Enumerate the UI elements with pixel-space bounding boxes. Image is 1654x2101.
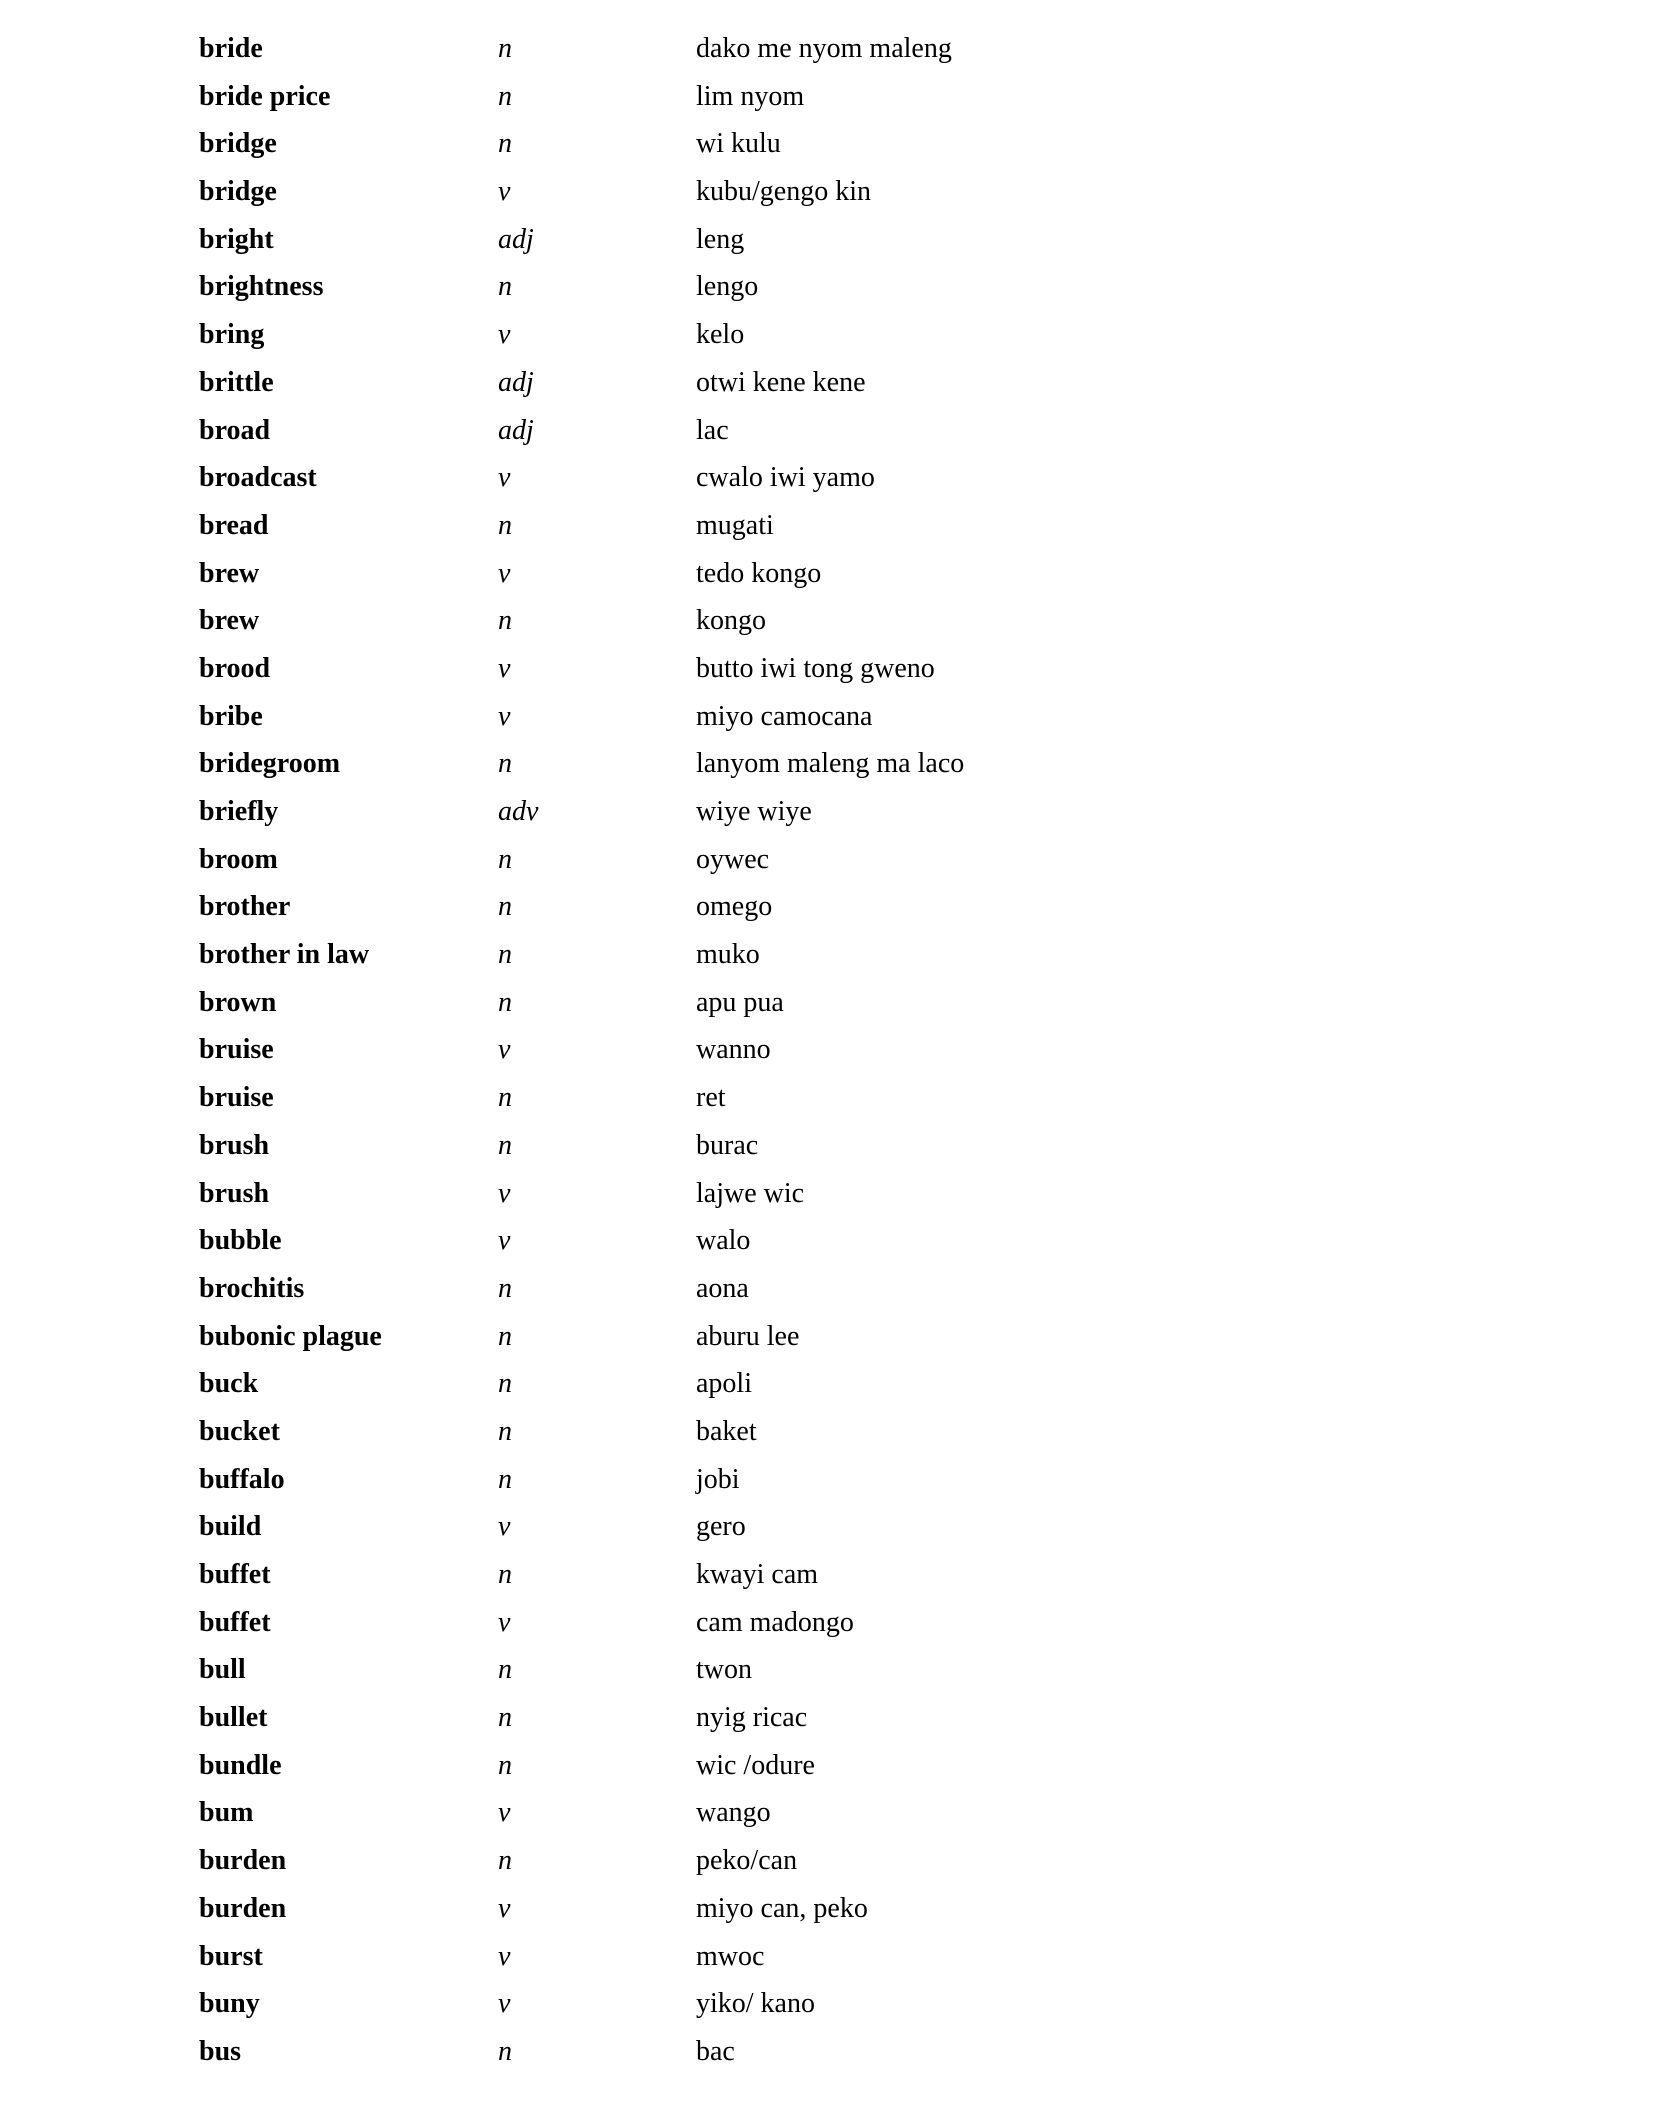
dictionary-entry <box>0 793 1654 841</box>
dictionary-term: brightness <box>199 271 324 303</box>
part-of-speech: n <box>498 1654 512 1686</box>
translation: otwi kene kene <box>696 366 866 398</box>
dictionary-term: brochitis <box>199 1272 305 1304</box>
part-of-speech: n <box>498 128 512 160</box>
translation: kongo <box>696 605 766 637</box>
part-of-speech: v <box>498 1892 511 1924</box>
translation: nyig ricac <box>696 1702 808 1734</box>
part-of-speech: n <box>498 1129 512 1161</box>
dictionary-entry <box>0 602 1654 650</box>
dictionary-term: brood <box>199 652 271 684</box>
part-of-speech: v <box>498 319 511 351</box>
dictionary-entry <box>0 1508 1654 1556</box>
dictionary-entry <box>0 936 1654 984</box>
dictionary-entry <box>0 1127 1654 1175</box>
dictionary-entry <box>0 984 1654 1032</box>
part-of-speech: v <box>498 1511 511 1543</box>
translation: apoli <box>696 1368 752 1400</box>
dictionary-entry <box>0 316 1654 364</box>
dictionary-term: brew <box>199 605 260 637</box>
dictionary-entry <box>0 268 1654 316</box>
translation: burac <box>696 1129 759 1161</box>
translation: aona <box>696 1272 749 1304</box>
translation: miyo camocana <box>696 700 873 732</box>
part-of-speech: n <box>498 1702 512 1734</box>
part-of-speech: n <box>498 1368 512 1400</box>
dictionary-term: bridge <box>199 128 277 160</box>
translation: wango <box>696 1797 771 1829</box>
dictionary-term: brush <box>199 1177 270 1209</box>
dictionary-term: bribe <box>199 700 263 732</box>
translation: leng <box>696 223 745 255</box>
dictionary-term: bride <box>199 33 263 64</box>
part-of-speech: n <box>498 986 512 1018</box>
dictionary-term: bus <box>199 2035 242 2067</box>
part-of-speech: v <box>498 1940 511 1972</box>
part-of-speech: v <box>498 652 511 684</box>
dictionary-term: bruise <box>199 1034 274 1066</box>
dictionary-entry <box>0 173 1654 221</box>
dictionary-entry <box>0 1079 1654 1127</box>
part-of-speech: v <box>498 1606 511 1638</box>
translation: kubu/gengo kin <box>696 176 871 208</box>
dictionary-term: broad <box>199 414 271 446</box>
dictionary-term: bubble <box>199 1225 282 1257</box>
part-of-speech: n <box>498 80 512 112</box>
part-of-speech: n <box>498 509 512 541</box>
part-of-speech: n <box>498 939 512 971</box>
dictionary-term: brittle <box>199 366 274 398</box>
translation: apu pua <box>696 986 784 1018</box>
dictionary-entry <box>0 555 1654 603</box>
translation: walo <box>696 1225 751 1257</box>
part-of-speech: adv <box>498 796 539 827</box>
part-of-speech: v <box>498 1034 511 1066</box>
dictionary-entry <box>0 1270 1654 1318</box>
dictionary-entry <box>0 841 1654 889</box>
dictionary-term: bring <box>199 319 265 351</box>
part-of-speech: n <box>498 1320 512 1352</box>
part-of-speech: v <box>498 700 511 732</box>
dictionary-entry <box>0 1031 1654 1079</box>
translation: wi kulu <box>696 128 781 160</box>
dictionary-term: brush <box>199 1129 270 1161</box>
translation: bac <box>696 2035 735 2067</box>
part-of-speech: n <box>498 1559 512 1590</box>
translation: mugati <box>696 509 774 541</box>
dictionary-entry <box>0 1222 1654 1270</box>
dictionary-term: buny <box>199 1988 260 2020</box>
dictionary-entry <box>0 1461 1654 1509</box>
part-of-speech: v <box>498 1988 511 2020</box>
dictionary-entry <box>0 698 1654 746</box>
dictionary-term: bruise <box>199 1082 274 1114</box>
part-of-speech: adj <box>498 223 534 255</box>
dictionary-entry <box>0 1890 1654 1938</box>
dictionary-term: buffet <box>199 1559 271 1590</box>
translation: butto iwi tong gweno <box>696 652 935 684</box>
dictionary-term: bull <box>199 1654 246 1686</box>
translation: peko/can <box>696 1845 798 1877</box>
part-of-speech: v <box>498 557 511 589</box>
translation: gero <box>696 1511 746 1543</box>
part-of-speech: adj <box>498 366 534 398</box>
dictionary-term: buffalo <box>199 1463 285 1495</box>
translation: dako me nyom maleng <box>696 33 952 64</box>
translation: mwoc <box>696 1940 765 1972</box>
translation: omego <box>696 891 773 923</box>
translation: lengo <box>696 271 759 303</box>
dictionary-term: bridge <box>199 176 277 208</box>
dictionary-term: buffet <box>199 1606 271 1638</box>
dictionary-entry <box>0 412 1654 460</box>
dictionary-entry <box>0 1699 1654 1747</box>
translation: kelo <box>696 319 745 351</box>
dictionary-term: bundle <box>199 1749 282 1781</box>
part-of-speech: n <box>498 1463 512 1495</box>
translation: wic /odure <box>696 1749 815 1781</box>
dictionary-term: build <box>199 1511 262 1543</box>
dictionary-entry <box>0 30 1654 78</box>
dictionary-term: brother <box>199 891 291 923</box>
dictionary-term: bullet <box>199 1702 268 1734</box>
part-of-speech: v <box>498 1797 511 1829</box>
dictionary-term: bright <box>199 223 274 255</box>
dictionary-entry <box>0 1413 1654 1461</box>
dictionary-entry <box>0 1651 1654 1699</box>
dictionary-entry <box>0 78 1654 126</box>
translation: wanno <box>696 1034 771 1066</box>
translation: baket <box>696 1415 757 1447</box>
part-of-speech: n <box>498 33 512 64</box>
translation: tedo kongo <box>696 557 822 589</box>
dictionary-entry <box>0 1175 1654 1223</box>
dictionary-entry <box>0 364 1654 412</box>
translation: lanyom maleng ma laco <box>696 748 965 780</box>
dictionary-term: broom <box>199 843 278 875</box>
dictionary-term: bride price <box>199 80 331 112</box>
dictionary-term: bread <box>199 509 269 541</box>
translation: cam madongo <box>696 1606 854 1638</box>
dictionary-entry <box>0 459 1654 507</box>
dictionary-entry <box>0 1604 1654 1652</box>
translation: miyo can, peko <box>696 1892 868 1924</box>
dictionary-term: bridegroom <box>199 748 341 780</box>
dictionary-term: bubonic plague <box>199 1320 382 1352</box>
translation: lac <box>696 414 729 446</box>
part-of-speech: n <box>498 1082 512 1114</box>
part-of-speech: n <box>498 843 512 875</box>
part-of-speech: n <box>498 748 512 780</box>
part-of-speech: n <box>498 605 512 637</box>
part-of-speech: v <box>498 462 511 494</box>
dictionary-entry-list <box>0 30 1654 2081</box>
dictionary-entry <box>0 507 1654 555</box>
part-of-speech: v <box>498 1177 511 1209</box>
dictionary-entry <box>0 1365 1654 1413</box>
dictionary-term: briefly <box>199 796 279 827</box>
translation: wiye wiye <box>696 796 812 827</box>
translation: cwalo iwi yamo <box>696 462 875 494</box>
dictionary-entry <box>0 888 1654 936</box>
translation: twon <box>696 1654 752 1686</box>
part-of-speech: n <box>498 891 512 923</box>
dictionary-term: burden <box>199 1892 287 1924</box>
part-of-speech: v <box>498 176 511 208</box>
part-of-speech: n <box>498 2035 512 2067</box>
dictionary-term: brown <box>199 986 277 1018</box>
translation: oywec <box>696 843 770 875</box>
dictionary-entry <box>0 650 1654 698</box>
translation: aburu lee <box>696 1320 800 1352</box>
dictionary-entry <box>0 125 1654 173</box>
part-of-speech: n <box>498 1749 512 1781</box>
dictionary-entry <box>0 1556 1654 1604</box>
part-of-speech: n <box>498 1415 512 1447</box>
translation: muko <box>696 939 760 971</box>
dictionary-term: burst <box>199 1940 263 1972</box>
dictionary-term: broadcast <box>199 462 317 494</box>
translation: yiko/ kano <box>696 1988 815 2020</box>
dictionary-term: burden <box>199 1845 287 1877</box>
dictionary-entry <box>0 2033 1654 2081</box>
part-of-speech: n <box>498 271 512 303</box>
dictionary-term: bum <box>199 1797 254 1829</box>
dictionary-term: brother in law <box>199 939 370 971</box>
dictionary-entry <box>0 1318 1654 1366</box>
dictionary-term: buck <box>199 1368 259 1400</box>
dictionary-entry <box>0 221 1654 269</box>
dictionary-entry <box>0 1842 1654 1890</box>
dictionary-term: bucket <box>199 1415 280 1447</box>
dictionary-entry <box>0 1794 1654 1842</box>
dictionary-entry <box>0 1938 1654 1986</box>
dictionary-entry <box>0 745 1654 793</box>
translation: lajwe wic <box>696 1177 805 1209</box>
part-of-speech: n <box>498 1845 512 1877</box>
part-of-speech: n <box>498 1272 512 1304</box>
dictionary-term: brew <box>199 557 260 589</box>
translation: lim nyom <box>696 80 805 112</box>
translation: jobi <box>696 1463 740 1495</box>
translation: ret <box>696 1082 726 1114</box>
part-of-speech: v <box>498 1225 511 1257</box>
translation: kwayi cam <box>696 1559 819 1590</box>
dictionary-entry <box>0 1747 1654 1795</box>
dictionary-entry <box>0 1985 1654 2033</box>
part-of-speech: adj <box>498 414 534 446</box>
